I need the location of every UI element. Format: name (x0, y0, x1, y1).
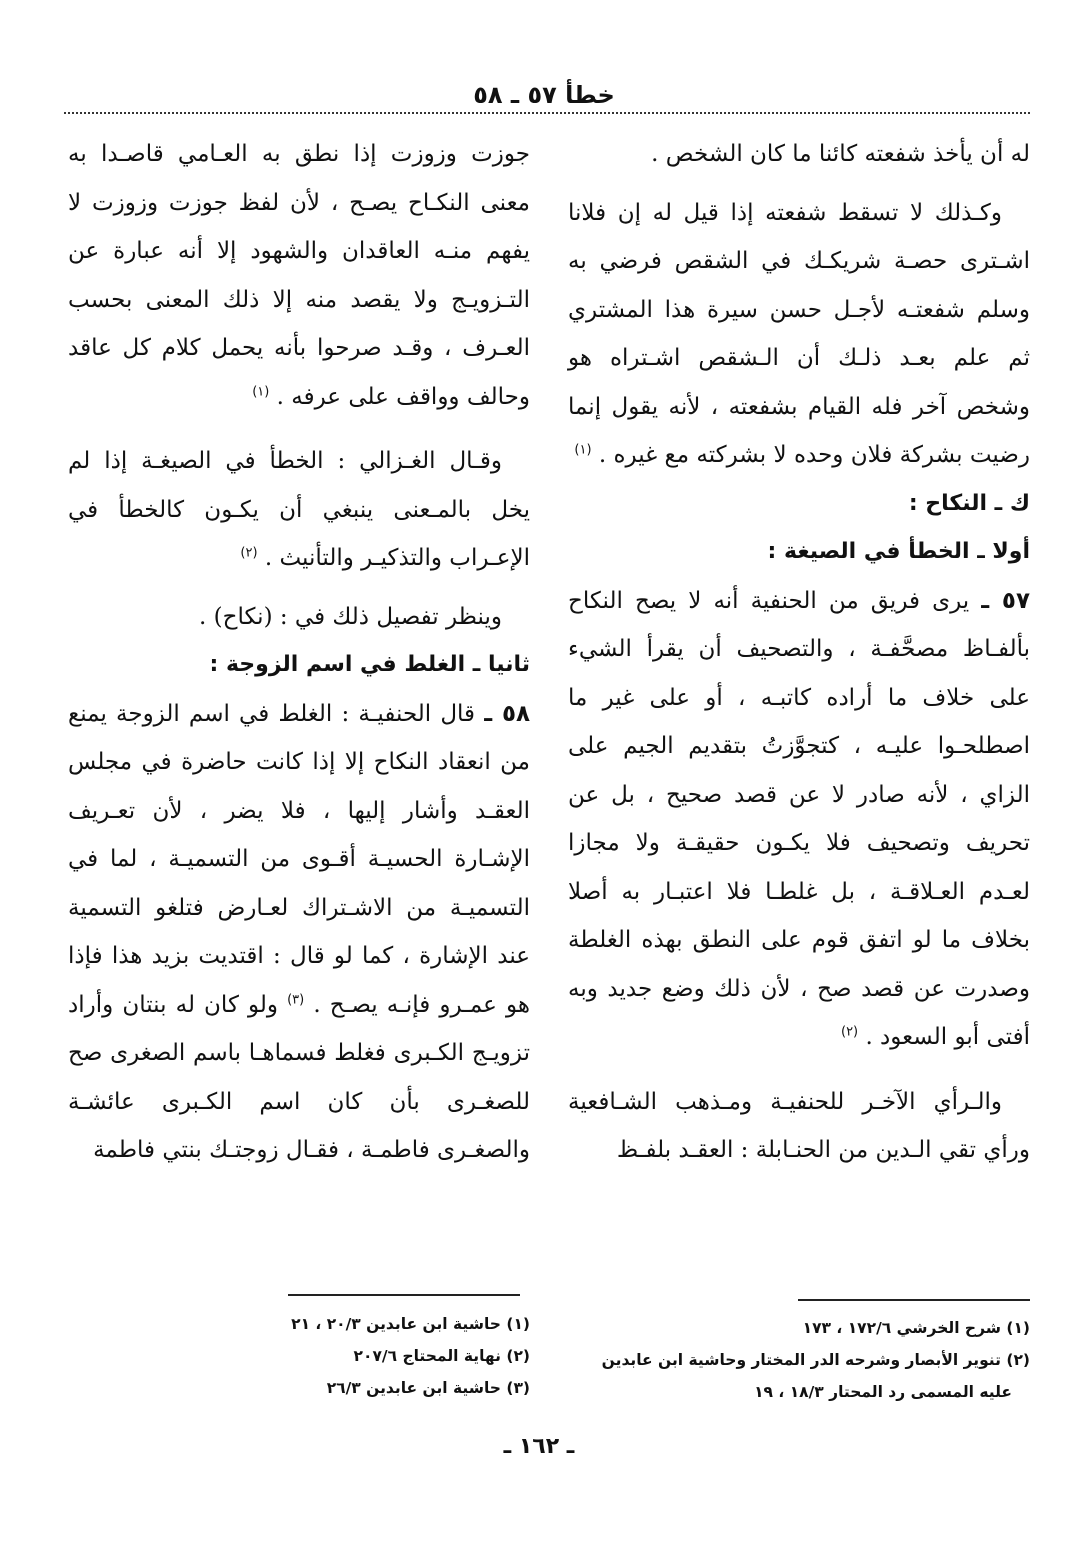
page-number: ـ ١٦٢ ـ (503, 1434, 575, 1459)
right-paragraph-57-text: يرى فريق من الحنفية أنه لا يصح النكاح بألفـاظ مصحَّفـة ، والتصحيف أن يقرأ الشيء على خلاف ما أراده كاتبـه ، أو على غير ما اصطلحـوا عليـه ، كتجوَّزتُ بتقديم الجيم على الزاي ، لأنه صادر لا عن قصد صحيح ، بل عن تحريف وتصحيف فلا يكـون حقيقـة ولا مجازا لعـدم العـلاقـة ، بل غلطـا فلا اعتبـار به أصلا بخلاف ما لو اتفق قوم على النطق بهذه الغلطة وصدرت عن قصد صح ، لأن ذلك وضع جديد وبه أفتى أبو السعود . (568, 587, 1030, 1050)
right-paragraph-1: له أن يأخذ شفعته كائنا ما كان الشخص . (651, 141, 1030, 167)
page-header: خطأ ٥٧ ـ ٥٨ (473, 81, 615, 109)
left-paragraph-2 (68, 437, 530, 583)
footnotes-left (68, 1308, 530, 1404)
header-dotted-rule (64, 112, 1030, 114)
right-column (568, 130, 1030, 1175)
paragraph-number: ٥٨ ـ (484, 700, 531, 727)
subsection-heading-wife-name: ثانيا ـ الغلط في اسم الزوجة : (209, 652, 530, 677)
footnote-left-3: (٣) حاشية ابن عابدين ٢٦/٣ (326, 1379, 530, 1397)
section-heading-nikah: ك ـ النكاح : (908, 490, 1030, 516)
footnote-ref: (١) (574, 442, 592, 458)
footnote-rule-left (288, 1294, 520, 1296)
right-paragraph-57 (568, 577, 1030, 1062)
left-paragraph-3: وينظر تفصيل ذلك في : (نكاح) . (199, 603, 502, 630)
footnotes-right (568, 1312, 1030, 1408)
paragraph-number: ٥٧ ـ (981, 587, 1030, 614)
footnote-left-1: (١) حاشية ابن عابدين ٢٠/٣ ، ٢١ (291, 1315, 530, 1333)
left-paragraph-1-text: جوزت وزوزت إذا نطق به العـامي قاصـدا به معنى النكـاح يصـح ، لأن لفظ جوزت وزوزت لا يفهم منـه العاقدان والشهود إلا أنه عبارة عن التـزويـج ولا يقصد منه إلا ذلك المعنى بحسب العـرف ، وقـد صرحوا بأنه يحمل كلام كل عاقد وحالف وواقف على عرفه . (68, 141, 530, 410)
footnote-right-2: (٢) تنوير الأبصار وشرحه الدر المختار وحاشية ابن عابدين (601, 1351, 1030, 1369)
left-paragraph-58 (68, 690, 530, 1175)
footnote-right-1: (١) شرح الخرشي ١٧٢/٦ ، ١٧٣ (802, 1319, 1030, 1337)
footnote-ref: (٢) (840, 1024, 859, 1040)
left-column (68, 130, 530, 1175)
left-paragraph-58-text-b: ولو كان له بنتان وأراد تزويـج الكـبرى فغلط فسماهـا باسم الصغرى صح للصغـرى بأن كان اسم الكـبرى عائشـة والصغـرى فاطمـة ، فقـال زوجتـك بنتي فاطمة (68, 991, 530, 1163)
right-paragraph-2-text: وكـذلك لا تسقط شفعته إذا قيل له إن فلانا اشـترى حصـة شريكـك في الشقص فرضي به وسلم شفعتـه لأجـل حسن سيرة هذا المشتري ثم علم بعـد ذلـك أن الـشقص اشـتراه هو وشخص آخر فله القيام بشفعته ، لأنه يقول إنما رضيت بشركة فلان وحده لا بشركته مع غيره . (568, 199, 1030, 468)
footnote-ref: (١) (252, 383, 270, 399)
footnote-rule-right (798, 1299, 1030, 1301)
right-paragraph-4: والـرأي الآخـر للحنفيـة ومـذهب الشـافعية ورأي تقي الـدين من الحنـابلة : العقـد بلفـظ (568, 1088, 1030, 1163)
left-paragraph-1 (68, 130, 530, 421)
subsection-heading-sigha: أولا ـ الخطأ في الصيغة : (767, 539, 1030, 564)
footnote-ref: (٢) (240, 545, 258, 561)
footnote-left-2: (٢) نهاية المحتاج ٢٠٧/٦ (353, 1347, 530, 1365)
footnote-ref: (٣) (287, 991, 305, 1007)
right-paragraph-2 (568, 189, 1030, 480)
left-paragraph-2-text: وقـال الغـزالي : الخطأ في الصيغـة إذا لم يخل بالمـعنى ينبغي أن يكـون كالخطأ في الإعـراب والتذكيـر والتأنيث . (68, 448, 530, 571)
left-paragraph-58-text-a: قال الحنفيـة : الغلط في اسم الزوجة يمنع من انعقاد النكاح إلا إذا كانت حاضرة في مجلس العقـد وأشار إليها ، فلا يضر ، لأن تعـريف الإشـارة الحسيـة أقـوى من التسميـة ، لما في التسميـة من الاشـتراك لعـارض فتلغو التسمية عند الإشارة ، كما لو قال : اقتديت بزيد هذا فإذا هو عمـرو فإنـه يصـح . (68, 700, 531, 1018)
footnote-right-2-cont: عليه المسمى رد المحتار ١٨/٣ ، ١٩ (754, 1383, 1012, 1401)
